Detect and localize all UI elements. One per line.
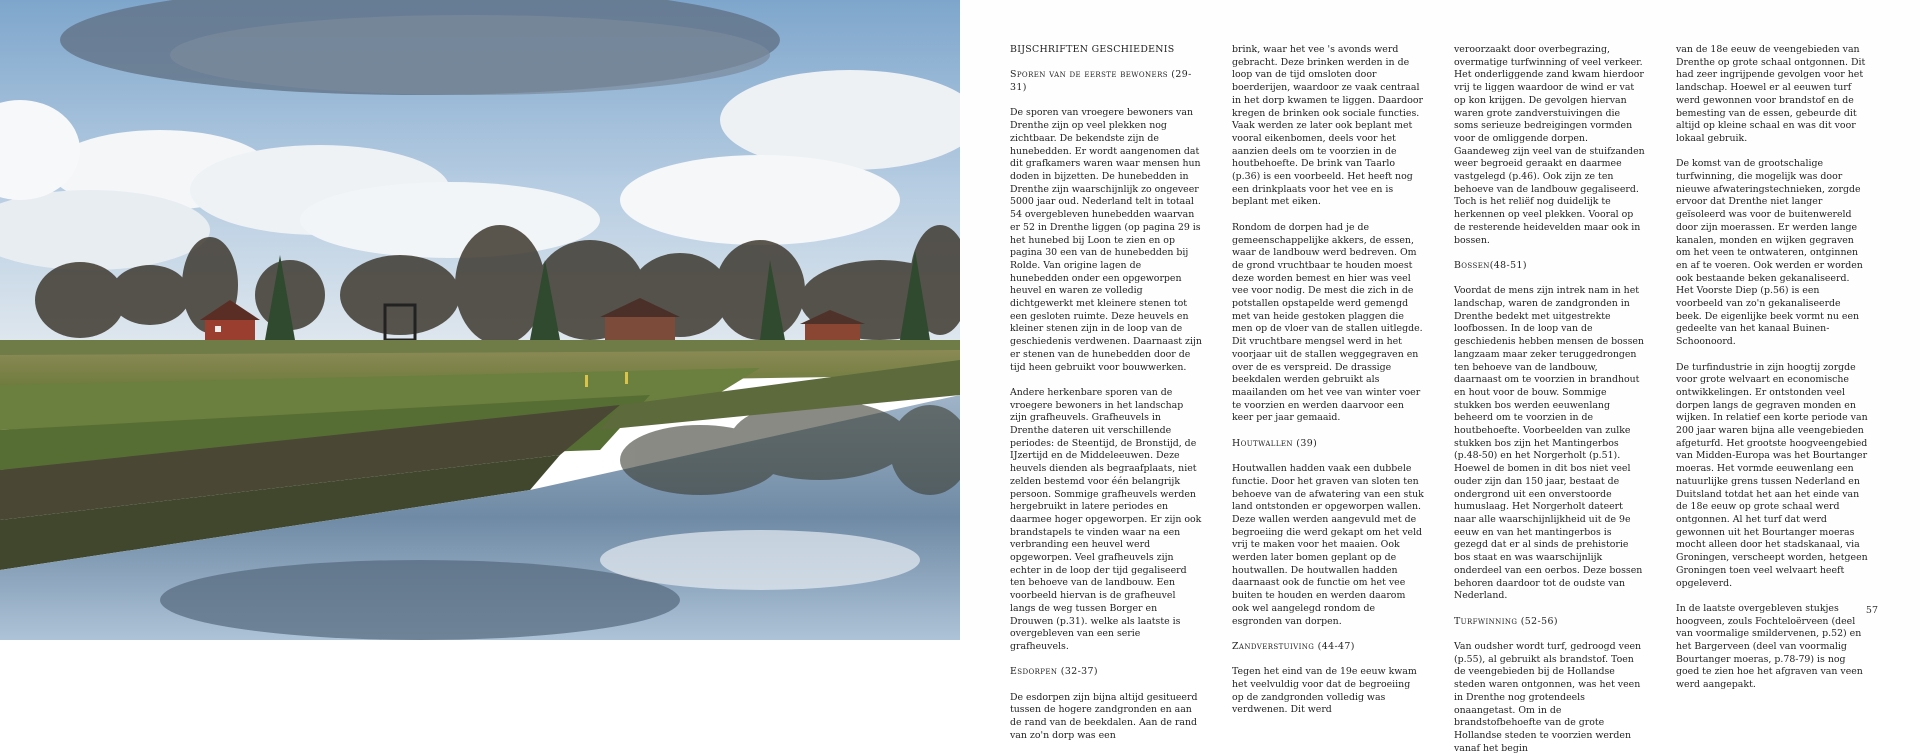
paragraph: De turfindustrie in zijn hoogtij zorgde voor grote welvaart en economische ontwikkelingen. Er ontstonden veel dorpen langs de gegraven monden en wijken. In relatief een korte periode van 200 jaar waren bijna alle veengebieden afgeturfd. Het grootste hoogveengebied van Midden-Europa was het Bourtanger moeras. Het vormde eeuwenlang een natuurlijke grens tussen Nederland en Duitsland totdat het aan het einde van de 18e eeuw op grote schaal werd ontgonnen. Al het turf dat werd gewonnen uit het Bourtanger moeras mocht alleen door het stadskanaal, via Groningen, verscheept worden, hetgeen Groningen toen veel welvaart heeft opgeleverd. — [1676, 361, 1868, 589]
paragraph: Houtwallen hadden vaak een dubbele functie. Door het graven van sloten ten behoeve van de afwatering van een stuk land ontstonden er opgeworpen wallen. Deze wallen werden aangevuld met de begroeiing die werd gekapt om het veld vrij te maken voor het maaien. Ook werden later bomen geplant op de houtwallen. De houtwallen hadden daarnaast ook de functie om het vee buiten te houden en werden daarom ook wel aangelegd rondom de esgronden van dorpen. — [1232, 463, 1424, 627]
section-title: BIJSCHRIFTEN GESCHIEDENIS — [1010, 44, 1175, 55]
text-column-4 — [1676, 44, 1868, 691]
page-number: 57 — [1865, 605, 1878, 616]
section-heading: Turfwinning (52-56) — [1454, 615, 1558, 627]
paragraph: De komst van de grootschalige turfwinning, die mogelijk was door nieuwe afwateringstechnieken, zorgde ervoor dat Drenthe niet langer geïsoleerd was voor de buitenwereld door zijn moerassen. Er werden lange kanalen, monden en wijken gegraven om het veen te ontwateren, ontginnen en af te voeren. Ook werden er worden ook bestaande beken gekanaliseerd. Het Voorste Diep (p.56) is een voorbeeld van zo'n gekanaliseerde beek. De eigenlijke beek vormt nu een gedeelte van het kanaal Buinen-Schoonoord. — [1676, 158, 1863, 348]
section-heading: Esdorpen (32-37) — [1010, 666, 1098, 678]
text-column-2 — [1232, 44, 1424, 716]
paragraph: De sporen van vroegere bewoners van Drenthe zijn op veel plekken nog zichtbaar. De bekendste zijn de hunebedden. Er wordt aangenomen dat dit grafkamers waren waar mensen hun doden in bijzetten. De hunebedden in Drenthe zijn waarschijnlijk zo ongeveer 5000 jaar oud. Nederland telt in totaal 54 overgebleven hunebedden waarvan er 52 in Drenthe liggen (op pagina 29 is het hunebed bij Loon te zien en op pagina 30 een van de hunebedden bij Rolde. Van origine lagen de hunebedden onder een opgeworpen heuvel en waren ze volledig dichtgewerkt met kleinere stenen tot een gesloten ruimte. Deze heuvels en kleiner stenen zijn in de loop van de geschiedenis verdwenen. Daarnaast zijn er stenen van de hunebedden door de tijd heen gebruikt voor bouwwerken. — [1010, 107, 1202, 373]
text-page — [960, 0, 1920, 754]
landscape-photo — [0, 0, 960, 640]
paragraph: van de 18e eeuw de veengebieden van Drenthe op grote schaal ontgonnen. Dit had zeer ingrijpende gevolgen voor het landschap. Hoewel er al eeuwen turf werd gewonnen voor brandstof en de bemesting van de essen, gebeurde dit altijd op kleine schaal en was dit voor lokaal gebruik. — [1676, 44, 1866, 144]
paragraph: veroorzaakt door overbegrazing, overmatige turfwinning of veel verkeer. Het onderliggende zand kwam hierdoor vrij te liggen waardoor de wind er vat op kon krijgen. De gevolgen hiervan waren grote zandverstuivingen die soms serieuze bedreigingen vormden voor de omliggende dorpen. Gaandeweg zijn veel van de stuifzanden weer begroeid geraakt en daarmee vastgelegd (p.46). Ook zijn ze ten behoeve van de landbouw gegaliseerd. Toch is het reliëf nog duidelijk te herkennen op veel plekken. Vooral op de resterende heidevelden maar ook in bossen. — [1454, 44, 1645, 246]
paragraph: In de laatste overgebleven stukjes hoogveen, zouls Fochteloërveen (deel van voormalige smildervenen, p.52) en het Bargerveen (deel van voormalig Bourtanger moeras, p.78-79) is nog goed te zien hoe het afgraven van veen werd aangepakt. — [1676, 602, 1863, 691]
paragraph: Andere herkenbare sporen van de vroegere bewoners in het landschap zijn grafheuvels. Grafheuvels in Drenthe dateren uit verschillende periodes: de Steentijd, de Bronstijd, de IJzertijd en de Middeleeuwen. Deze heuvels dienden als begraafplaats, niet zelden bestemd voor één belangrijk persoon. Sommige grafheuvels werden hergebruikt in latere periodes en daarmee hoger opgeworpen. Er zijn ook brandstapels te vinden waar na een verbranding een heuvel werd opgeworpen. Veel grafheuvels zijn echter in de loop der tijd gegaliseerd ten behoeve van de landbouw. Een voorbeeld hiervan is de grafheuvel langs de weg tussen Borger en Drouwen (p.31). welke als laatste is overgebleven van een serie grafheuvels. — [1010, 386, 1202, 652]
landscape-photo-graphic — [0, 0, 960, 640]
paragraph: brink, waar het vee 's avonds werd gebracht. Deze brinken werden in de loop van de tijd omsloten door boerderijen, waardoor ze vaak centraal in het dorp kwamen te liggen. Daardoor kregen de brinken ook sociale functies. Vaak werden ze later ook beplant met vooral eikenbomen, deels voor het aanzien deels om te voorzien in de houtbehoefte. De brink van Taarlo (p.36) is een voorbeeld. Het heeft nog een drinkplaats voor het vee en is beplant met eiken. — [1232, 44, 1423, 208]
section-heading: Houtwallen (39) — [1232, 437, 1318, 449]
text-columns — [1010, 44, 1870, 754]
paragraph: De esdorpen zijn bijna altijd gesitueerd tussen de hogere zandgronden en aan de rand van de beekdalen. Aan de rand van zo'n dorp was een — [1010, 691, 1198, 741]
paragraph: Voordat de mens zijn intrek nam in het landschap, waren de zandgronden in Drenthe bedekt met uitgestrekte loofbossen. In de loop van de geschiedenis hebben mensen de bossen langzaam maar zeker teruggedrongen ten behoeve van de landbouw, daarnaast om te voorzien in brandhout en hout voor de bouw. Sommige stukken bos werden eeuwenlang beheerd om te voorzien in de houtbehoefte. Voorbeelden van zulke stukken bos zijn het Mantingerbos (p.48-50) en het Norgerholt (p.51). Hoewel de bomen in dit bos niet veel ouder zijn dan 150 jaar, bestaat de ondergrond uit een onverstoorde humuslaag. Het Norgerholt dateert naar alle waarschijnlijkheid uit de 9e eeuw en van het mantingerbos is gezegd dat er al sinds de prehistorie bos staat en was waarschijnlijk onderdeel van een oerbos. Deze bossen behoren daardoor tot de oudste van Nederland. — [1454, 285, 1644, 602]
text-column-1 — [1010, 44, 1202, 741]
paragraph: Van oudsher wordt turf, gedroogd veen (p.55), al gebruikt als brandstof. Toen de veengebieden bij de Hollandse steden waren ontgonnen, was het veen in Drenthe nog grotendeels onaangetast. Om in de brandstofbehoefte van de grote Hollandse steden te voorzien werden vanaf het begin — [1454, 640, 1642, 754]
section-heading: Zandverstuiving (44-47) — [1232, 640, 1355, 652]
section-heading: Bossen(48-51) — [1454, 259, 1527, 271]
paragraph: Rondom de dorpen had je de gemeenschappelijke akkers, de essen, waar de landbouw werd bedreven. Om de grond vruchtbaar te houden moest deze worden bemest en hier was veel vee voor nodig. De mest die zich in de potstallen opstapelde werd gemengd met van heide gestoken plaggen die men op de vloer van de stallen uitlegde. Dit vruchtbare mengsel werd in het voorjaar uit de stallen weggegraven en over de es verspreid. De drassige beekdalen werden gebruikt als maailanden om het vee van winter voer te voorzien en werden daarvoor een keer per jaar gemaaid. — [1232, 221, 1423, 424]
text-column-3 — [1454, 44, 1646, 754]
section-heading: Sporen van de eerste bewoners (29-31) — [1010, 69, 1192, 94]
paragraph: Tegen het eind van de 19e eeuw kwam het veelvuldig voor dat de begroeiing op de zandgronden volledig was verdwenen. Dit werd — [1232, 666, 1417, 716]
